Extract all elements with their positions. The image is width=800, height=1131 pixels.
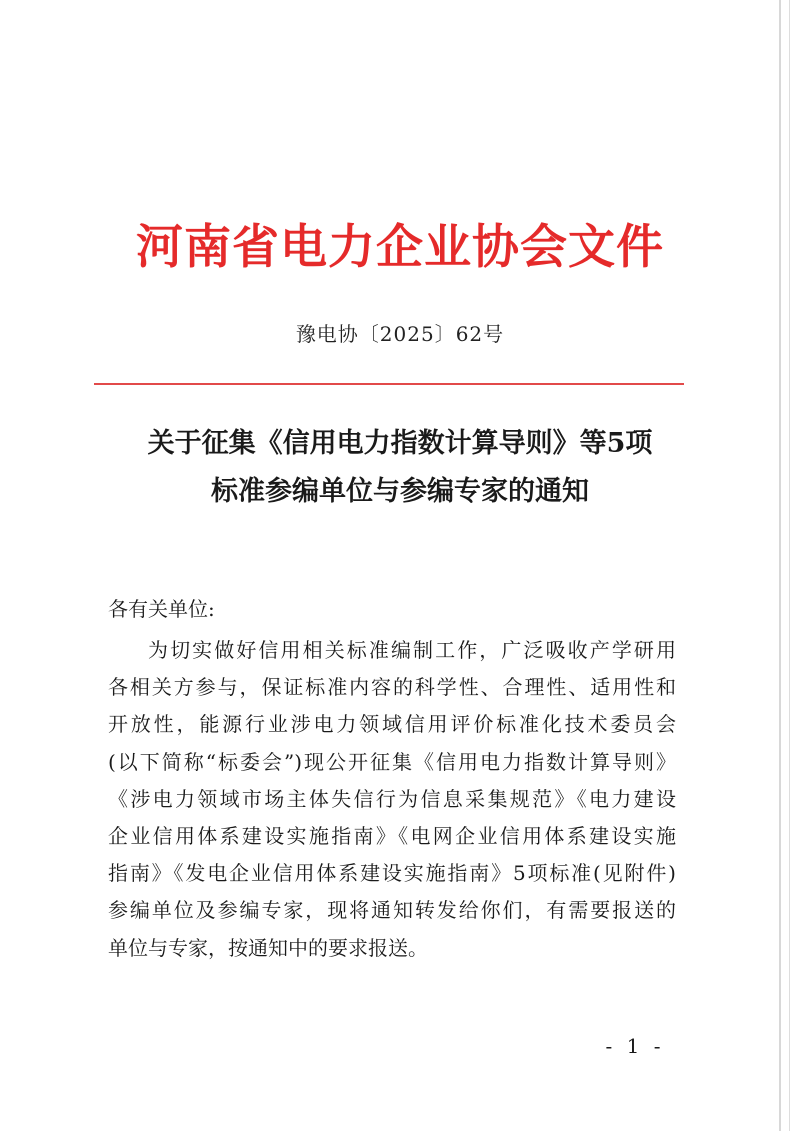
scan-edge-line (779, 0, 781, 1131)
scan-edge-line-outer (789, 0, 790, 1131)
masthead-title: 河南省电力企业协会文件 (136, 220, 664, 275)
page-number: - 1 - (605, 1034, 665, 1058)
body-paragraph (108, 632, 676, 967)
body-line: 《涉电力领域市场主体失信行为信息采集规范》《电力建设 (108, 786, 676, 811)
body-line: 企业信用体系建设实施指南》《电网企业信用体系建设实施 (108, 823, 676, 848)
document-number: 豫电协〔2025〕62号 (295, 322, 505, 346)
body-line: 指南》《发电企业信用体系建设实施指南》5项标准(见附件) (108, 861, 676, 886)
body-line: 开放性，能源行业涉电力领域信用评价标准化技术委员会 (108, 712, 676, 737)
notice-title-line-2: 标准参编单位与参编专家的通知 (211, 476, 589, 507)
body-line: 为切实做好信用相关标准编制工作，广泛吸收产学研用 (148, 638, 676, 662)
notice-title-line-1: 关于征集《信用电力指数计算导则》等5项 (147, 428, 653, 459)
body-line: 各相关方参与，保证标准内容的科学性、合理性、适用性和 (108, 675, 676, 700)
body-line: 参编单位及参编专家，现将通知转发给你们，有需要报送的 (108, 898, 676, 923)
body-line: 单位与专家，按通知中的要求报送。 (108, 935, 428, 960)
body-line: (以下简称“标委会”)现公开征集《信用电力指数计算导则》 (108, 749, 676, 774)
notice-title (0, 420, 800, 516)
salutation: 各有关单位: (108, 597, 215, 621)
red-divider-line (94, 383, 684, 385)
